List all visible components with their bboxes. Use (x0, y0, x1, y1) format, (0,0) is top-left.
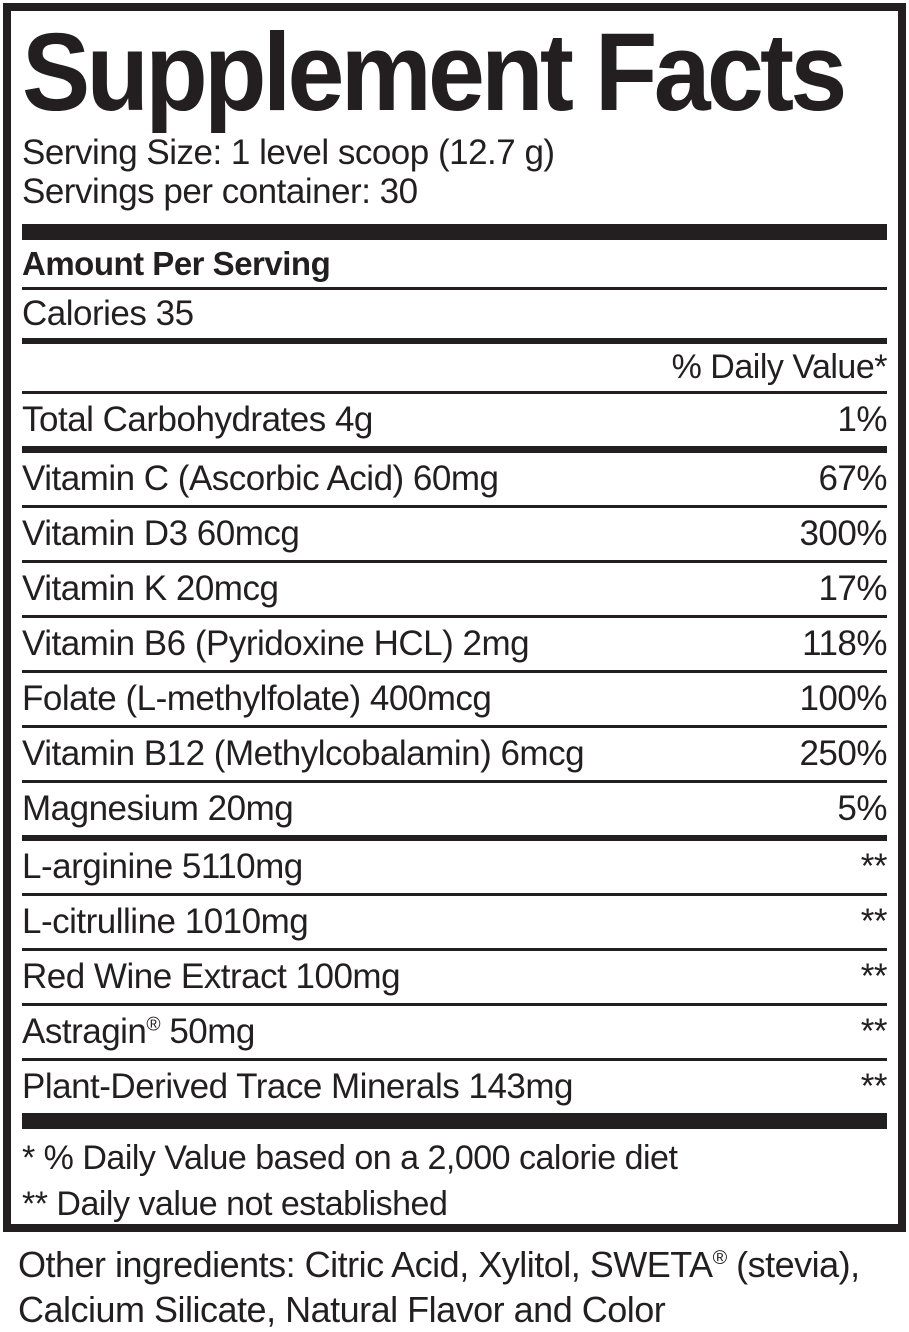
nutrient-name: Astragin® 50mg (22, 1012, 255, 1052)
label-title: Supplement Facts (22, 11, 844, 134)
nutrient-value: 67% (818, 459, 887, 499)
nutrient-name: Vitamin K 20mcg (22, 569, 279, 609)
section-bar (22, 1113, 887, 1129)
nutrient-name: Magnesium 20mg (22, 789, 294, 829)
nutrient-name: Red Wine Extract 100mg (22, 957, 401, 997)
nutrient-value: 1% (837, 400, 887, 440)
nutrient-value: 118% (802, 624, 887, 664)
nutrient-value: ** (860, 902, 887, 942)
nutrient-value: ** (860, 957, 887, 997)
nutrient-value: 5% (837, 789, 887, 829)
nutrient-value: 250% (799, 734, 887, 774)
nutrient-row (22, 563, 887, 615)
nutrient-row (22, 1006, 887, 1058)
section-bar (22, 224, 887, 240)
nutrient-row (22, 508, 887, 560)
nutrient-name: Vitamin D3 60mcg (22, 514, 300, 554)
nutrient-name: L-arginine 5110mg (22, 847, 303, 887)
nutrient-value: ** (860, 1067, 887, 1107)
nutrient-name: Plant-Derived Trace Minerals 143mg (22, 1067, 574, 1107)
other-ingredients: Other ingredients: Citric Acid, Xylitol, SWETA® (stevia), Calcium Silicate, Natural Flavor and Color (18, 1244, 860, 1330)
nutrient-row (22, 728, 887, 780)
nutrient-row (22, 896, 887, 948)
footnote-daily-value: * % Daily Value based on a 2,000 calorie diet (22, 1139, 678, 1178)
serving-size: Serving Size: 1 level scoop (12.7 g) (22, 133, 555, 173)
nutrient-value: 300% (799, 514, 887, 554)
nutrient-row (22, 673, 887, 725)
nutrient-name: Vitamin C (Ascorbic Acid) 60mg (22, 459, 499, 499)
nutrient-row (22, 618, 887, 670)
nutrient-value: 100% (799, 679, 887, 719)
label-box (3, 3, 906, 1232)
nutrient-rows (22, 394, 887, 1113)
daily-value-header: % Daily Value* (671, 348, 887, 387)
nutrient-name: Folate (L-methylfolate) 400mcg (22, 679, 492, 719)
nutrient-row (22, 1061, 887, 1113)
nutrient-value: ** (860, 847, 887, 887)
nutrient-name: Total Carbohydrates 4g (22, 400, 373, 440)
divider (22, 446, 887, 453)
nutrient-row (22, 841, 887, 893)
nutrient-name: Vitamin B6 (Pyridoxine HCL) 2mg (22, 624, 530, 664)
nutrient-row (22, 951, 887, 1003)
nutrient-value: ** (860, 1012, 887, 1052)
footnote-not-established: ** Daily value not established (22, 1185, 448, 1224)
servings-per-container: Servings per container: 30 (22, 172, 418, 212)
nutrient-name: L-citrulline 1010mg (22, 902, 309, 942)
calories-row: Calories 35 (22, 294, 194, 334)
footnotes (22, 1129, 887, 1227)
nutrient-row (22, 394, 887, 446)
amount-per-serving-heading: Amount Per Serving (22, 244, 331, 282)
nutrient-row (22, 783, 887, 835)
nutrient-row (22, 453, 887, 505)
nutrient-value: 17% (818, 569, 887, 609)
nutrient-name: Vitamin B12 (Methylcobalamin) 6mcg (22, 734, 585, 774)
